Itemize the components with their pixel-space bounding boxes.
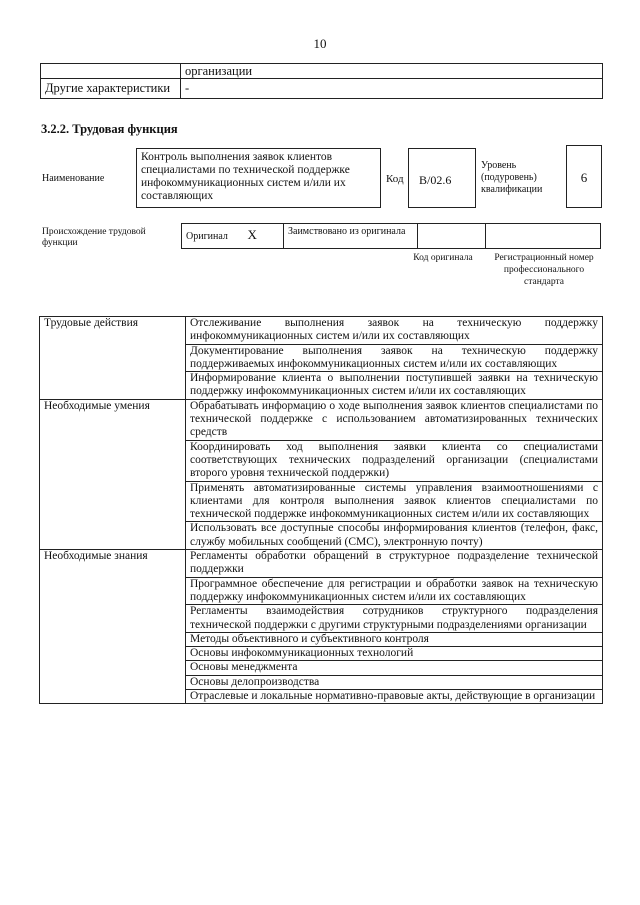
list-item: Программное обеспечение для регистрации и обработки заявок на техническую поддержку инфокоммуникационных систем и/или их составляющих xyxy=(186,577,603,605)
list-item: Регламенты обработки обращений в структурное подразделение технической поддержки xyxy=(186,550,603,578)
page-number: 10 xyxy=(313,36,327,51)
origin-label: Происхождение трудовой функции xyxy=(42,227,146,248)
other-characteristics-value: - xyxy=(181,79,603,99)
section-title: 3.2.2. Трудовая функция xyxy=(41,122,178,136)
list-item: Обрабатывать информацию о ходе выполнения заявок клиентов специалистами по технической поддержке с использованием автоматизированных технических средств xyxy=(186,399,603,440)
original-label: Оригинал xyxy=(182,224,244,249)
original-mark: X xyxy=(244,224,284,249)
list-item: Основы менеджмента xyxy=(186,661,603,675)
table-row xyxy=(41,64,603,79)
list-item: Методы объективного и субъективного контроля xyxy=(186,632,603,646)
original-code-cell xyxy=(418,224,486,249)
list-item: Информирование клиента о выполнении поступившей заявки на техническую поддержку инфокоммуникационных систем и/или их составляющих xyxy=(186,372,603,400)
list-item: Применять автоматизированные системы управления взаимоотношениями с клиентами для контроля выполнения заявок клиентов специалистами по технической поддержке инфокоммуникационных систем и/или их составляющих xyxy=(186,481,603,522)
function-details-table xyxy=(39,316,603,704)
section-category-label: Необходимые умения xyxy=(40,399,186,549)
list-item: Отраслевые и локальные нормативно-правовые акты, действующие в организации xyxy=(186,690,603,704)
table-row xyxy=(40,399,603,440)
function-details-body xyxy=(40,317,603,704)
table-cell: организации xyxy=(181,64,603,79)
list-item: Использовать все доступные способы информирования клиентов (телефон, факс, службу мобильных сообщений (СМС), электронную почту) xyxy=(186,522,603,550)
section-category-label: Необходимые знания xyxy=(40,550,186,704)
registration-number-caption: Регистрационный номер профессионального стандарта xyxy=(494,253,594,287)
section-category-label: Трудовые действия xyxy=(40,317,186,400)
original-code-caption: Код оригинала xyxy=(413,253,473,263)
list-item: Документирование выполнения заявок на техническую поддержку поддерживаемых инфокоммуникационных систем и/или их составляющих xyxy=(186,344,603,372)
code-label: Код xyxy=(386,173,404,185)
table-row xyxy=(182,224,601,249)
list-item: Основы делопроизводства xyxy=(186,675,603,689)
list-item: Отслеживание выполнения заявок на техническую поддержку инфокоммуникационных систем и/или их составляющих xyxy=(186,317,603,345)
name-label: Наименование xyxy=(42,173,105,184)
level-box: 6 xyxy=(566,145,602,208)
list-item: Регламенты взаимодействия сотрудников структурного подразделения технической поддержки с другими структурными подразделениями организации xyxy=(186,605,603,633)
characteristics-table xyxy=(40,63,603,99)
origin-table xyxy=(181,223,601,249)
function-code-box: В/02.6 xyxy=(408,148,476,208)
function-name-box: Контроль выполнения заявок клиентов специалистами по технической поддержке инфокоммуникационных систем и/или их составляющих xyxy=(136,148,381,208)
level-label: Уровень (подуровень) квалификации xyxy=(481,160,543,195)
borrowed-label: Заимствовано из оригинала xyxy=(284,224,418,249)
registration-number-cell xyxy=(486,224,601,249)
table-cell xyxy=(41,64,181,79)
other-characteristics-label: Другие характеристики xyxy=(41,79,181,99)
table-row xyxy=(40,317,603,345)
table-row xyxy=(41,79,603,99)
table-row xyxy=(40,550,603,578)
list-item: Основы инфокоммуникационных технологий xyxy=(186,647,603,661)
list-item: Координировать ход выполнения заявки клиента со специалистами соответствующих технических подразделений организации (специалистами второго уровня технической поддержки) xyxy=(186,440,603,481)
